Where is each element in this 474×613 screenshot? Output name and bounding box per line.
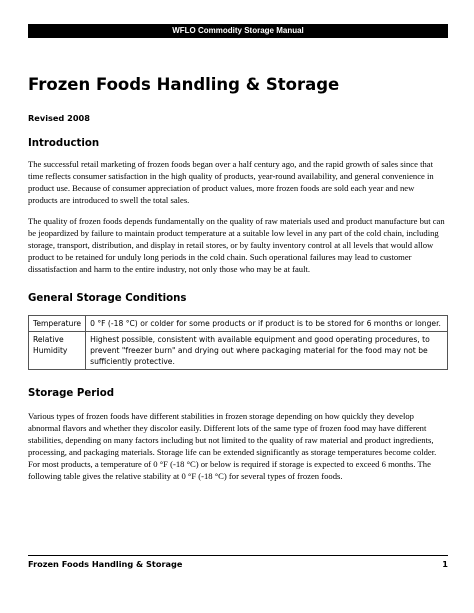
humidity-value: Highest possible, consistent with available equipment and good operating procedures, to prevent "freezer burn" and drying out where packaging material for the food may not be sufficiently protective. bbox=[86, 332, 448, 370]
temperature-label: Temperature bbox=[29, 316, 86, 332]
footer-title: Frozen Foods Handling & Storage bbox=[28, 559, 183, 569]
page-number: 1 bbox=[442, 559, 448, 569]
storage-period-paragraph: Various types of frozen foods have different stabilities in frozen storage depending on how quickly they develop abnormal flavors and whether they discolor easily. Different lots of the same type of frozen food may have different stabilities, depending on many factors including but not limited to the quality of raw material and product ingredients, processing, and packaging materials. Storage life can be extended significantly as storage temperatures become colder. For most products, a temperature of 0 °F (-18 °C) or below is required if storage is expected to exceed 6 months. The following table gives the relative stability at 0 °F (-18 °C) for several types of frozen foods. bbox=[28, 411, 437, 481]
introduction-paragraph-2: The quality of frozen foods depends fundamentally on the quality of raw materials used and product manufacture but can be jeopardized by failure to maintain product temperature at a suitable low level in any part of the cold chain, including storage, transport, distribution, and display in retail stores, or by faulty inventory control at all levels that would allow product to be retained for unduly long periods in the cold chain. Such operational failures may lead to customer dissatisfaction and harm to the entire industry, not only those who may be at fault. bbox=[28, 216, 445, 274]
introduction-paragraph-1: The successful retail marketing of frozen foods began over a half century ago, and the rapid growth of sales since that time reflects consumer satisfaction in the high quality of products, year-round availability, and general convenience in product use. Because of consumer appreciation of product values, more frozen foods are sold each year and new products are introduced to swell the total sales. bbox=[28, 159, 434, 205]
table-row bbox=[29, 316, 448, 332]
running-header: WFLO Commodity Storage Manual bbox=[28, 24, 448, 38]
table-row bbox=[29, 332, 448, 370]
storage-period-heading: Storage Period bbox=[28, 388, 115, 399]
revision-note: Revised 2008 bbox=[28, 113, 90, 123]
page-title: Frozen Foods Handling & Storage bbox=[28, 75, 340, 94]
footer-divider bbox=[28, 555, 448, 556]
humidity-label: Relative Humidity bbox=[29, 332, 86, 370]
storage-conditions-table bbox=[28, 315, 448, 370]
introduction-heading: Introduction bbox=[28, 138, 100, 149]
temperature-value: 0 °F (-18 °C) or colder for some products or if product is to be stored for 6 months or longer. bbox=[86, 316, 448, 332]
general-storage-heading: General Storage Conditions bbox=[28, 293, 187, 304]
